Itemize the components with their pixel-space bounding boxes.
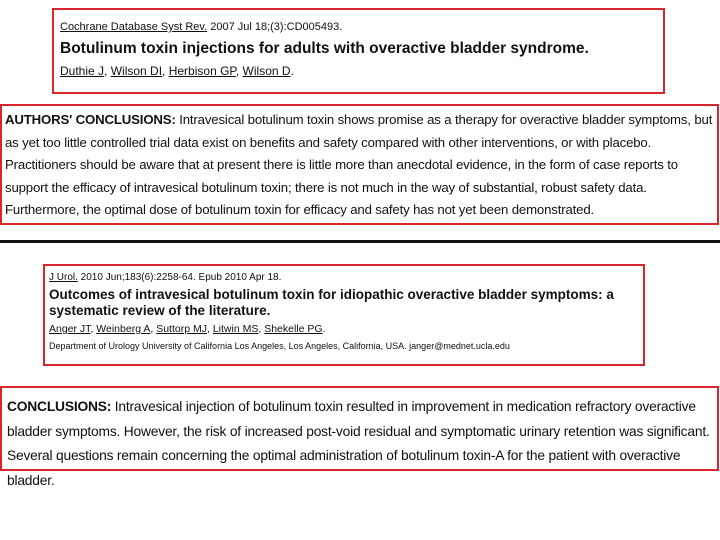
- article-title: Outcomes of intravesical botulinum toxin for idiopathic overactive bladder symptoms: a systematic review of the literature.: [49, 287, 614, 318]
- citation-box-cochrane: [52, 8, 665, 94]
- conclusion-label: CONCLUSIONS:: [7, 399, 112, 414]
- citation-line: [49, 271, 643, 284]
- citation-box-jurol: [43, 264, 645, 366]
- affiliation: Department of Urology University of California Los Angeles, Los Angeles, California, USA. janger@mednet.ucla.edu: [49, 341, 510, 351]
- conclusion-label: AUTHORS' CONCLUSIONS:: [5, 112, 176, 127]
- author-link[interactable]: Litwin MS: [212, 323, 259, 335]
- journal-link[interactable]: J Urol.: [49, 272, 78, 283]
- citation-details: 2010 Jun;183(6):2258-64. Epub 2010 Apr 18.: [77, 272, 282, 283]
- author-link[interactable]: Duthie J: [60, 64, 105, 78]
- conclusion-paragraph: [5, 109, 717, 222]
- citation-details: 2007 Jul 18;(3):CD005493.: [207, 21, 343, 33]
- author-link[interactable]: Shekelle PG: [264, 323, 323, 335]
- author-link[interactable]: Anger JT: [49, 323, 91, 335]
- conclusion-paragraph: [7, 395, 717, 493]
- author-link[interactable]: Weinberg A: [96, 323, 151, 335]
- author-link[interactable]: Wilson D: [242, 64, 291, 78]
- author-list: Anger JT, Weinberg A, Suttorp MJ, Litwin MS, Shekelle PG.: [49, 323, 326, 335]
- author-link[interactable]: Suttorp MJ: [156, 323, 207, 335]
- journal-link[interactable]: Cochrane Database Syst Rev.: [60, 21, 208, 33]
- author-link[interactable]: Wilson DI: [110, 64, 163, 78]
- article-title: Botulinum toxin injections for adults with overactive bladder syndrome.: [60, 40, 589, 57]
- conclusion-text: Intravesical botulinum toxin shows promise as a therapy for overactive bladder symptoms, but as yet too little controlled trial data exist on benefits and safety compared with other interventions, or with placebo. Practitioners should be aware that at present there is little more than anecdotal evidence, in the form of case reports to support the efficacy of intravesical botulinum toxin; there is not much in the way of substantial, robust safety data. Furthermore, the optimal dose of botulinum toxin for efficacy and safety has not yet been demonstrated.: [5, 112, 713, 217]
- conclusion-box-jurol: [0, 386, 719, 488]
- citation-line: [60, 20, 663, 34]
- conclusion-box-cochrane: [0, 104, 719, 225]
- author-list: Duthie J, Wilson DI, Herbison GP, Wilson D.: [60, 64, 294, 78]
- conclusion-text: Intravesical injection of botulinum toxin resulted in improvement in medication refractory overactive bladder symptoms. However, the risk of increased post-void residual and symptomatic urinary retention was significant. Several questions remain concerning the optimal administration of botulinum toxin-A for the patient with overactive bladder.: [7, 399, 710, 488]
- section-divider: [0, 240, 720, 243]
- author-link[interactable]: Herbison GP: [168, 64, 236, 78]
